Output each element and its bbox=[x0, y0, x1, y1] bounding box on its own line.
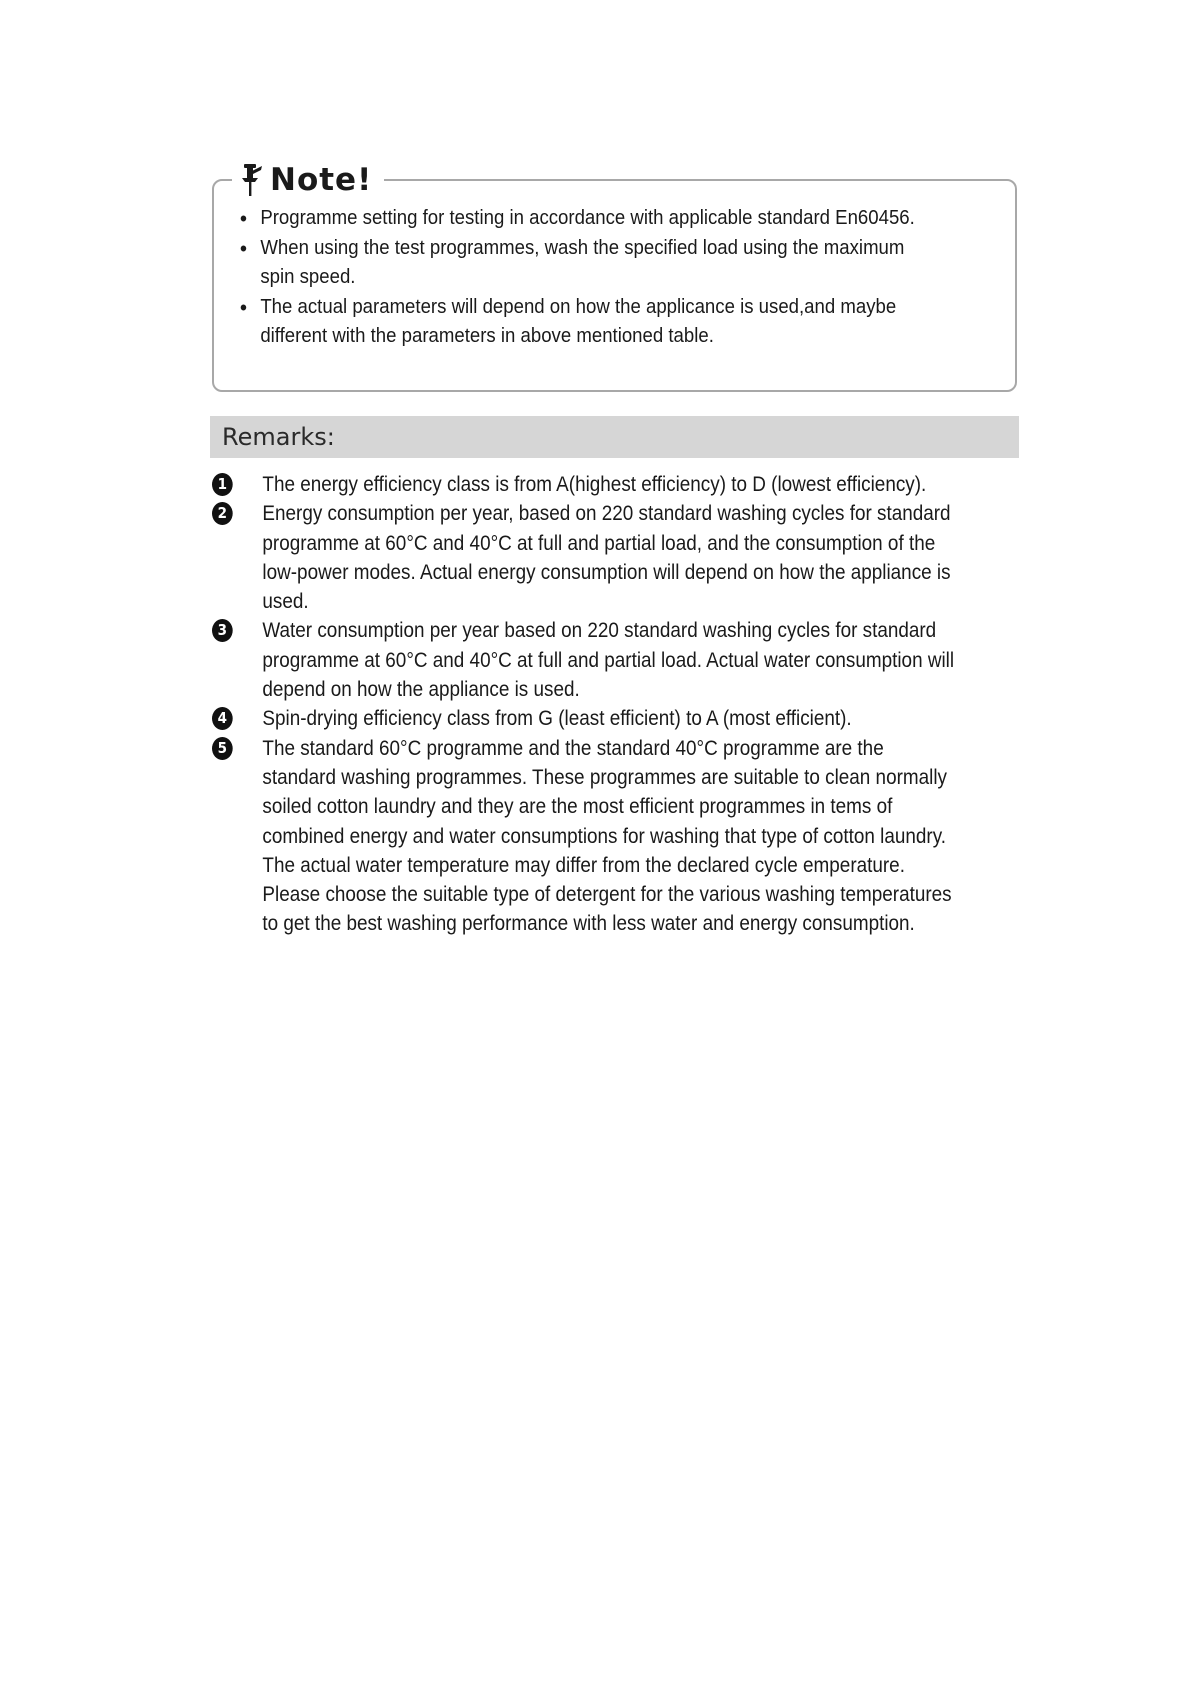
number-badge: 2 bbox=[212, 502, 233, 525]
remark-text: The energy efficiency class is from A(highest efficiency) to D (lowest efficiency). bbox=[262, 473, 927, 496]
remarks-title: Remarks: bbox=[222, 423, 335, 451]
remark-item bbox=[212, 704, 961, 733]
remark-text: Water consumption per year based on 220 standard washing cycles for standard programme at 60°C and 40°C at full and partial load. Actual water consumption will depend on how the appliance is used. bbox=[262, 619, 955, 702]
note-heading bbox=[232, 158, 384, 202]
note-item: • When using the test programmes, wash the specified load using the maximum spin speed. bbox=[238, 234, 926, 292]
note-item: • Programme setting for testing in accordance with applicable standard En60456. bbox=[238, 204, 926, 233]
remark-text: Spin-drying efficiency class from G (least efficient) to A (most efficient). bbox=[262, 707, 852, 731]
remarks-header-bar bbox=[210, 416, 1019, 458]
remarks-list bbox=[212, 470, 961, 939]
remark-item bbox=[212, 616, 961, 704]
detergent-advice: Please choose the suitable type of detergent for the various washing temperatures to get the best washing performance with less water and energy consumption. bbox=[262, 883, 952, 936]
remark-item bbox=[212, 734, 961, 939]
remark-text: Energy consumption per year, based on 220 standard washing cycles for standard programme at 60°C and 40°C at full and partial load, and the consumption of the low-power modes. Actual energy consumption will depend on how the appliance is used. bbox=[262, 502, 951, 614]
number-badge: 1 bbox=[212, 473, 233, 496]
remark-item bbox=[212, 470, 961, 499]
remark-item bbox=[212, 499, 961, 616]
note-item: • The actual parameters will depend on how the applicance is used,and maybe different with the parameters in above mentioned table. bbox=[238, 293, 926, 351]
note-title: Note! bbox=[270, 162, 373, 198]
remark-text: The standard 60°C programme and the standard 40°C programme are the standard washing programmes. These programmes are suitable to clean normally soiled cotton laundry and they are the most efficient programmes in tems of combined energy and water consumptions for washing that type of cotton laundry. The actual water temperature may differ from the declared cycle emperature. bbox=[262, 736, 947, 877]
note-list bbox=[238, 204, 926, 352]
number-badge: 4 bbox=[212, 707, 233, 730]
number-badge: 5 bbox=[212, 737, 233, 760]
number-badge: 3 bbox=[212, 619, 233, 642]
pushpin-icon bbox=[240, 162, 264, 198]
